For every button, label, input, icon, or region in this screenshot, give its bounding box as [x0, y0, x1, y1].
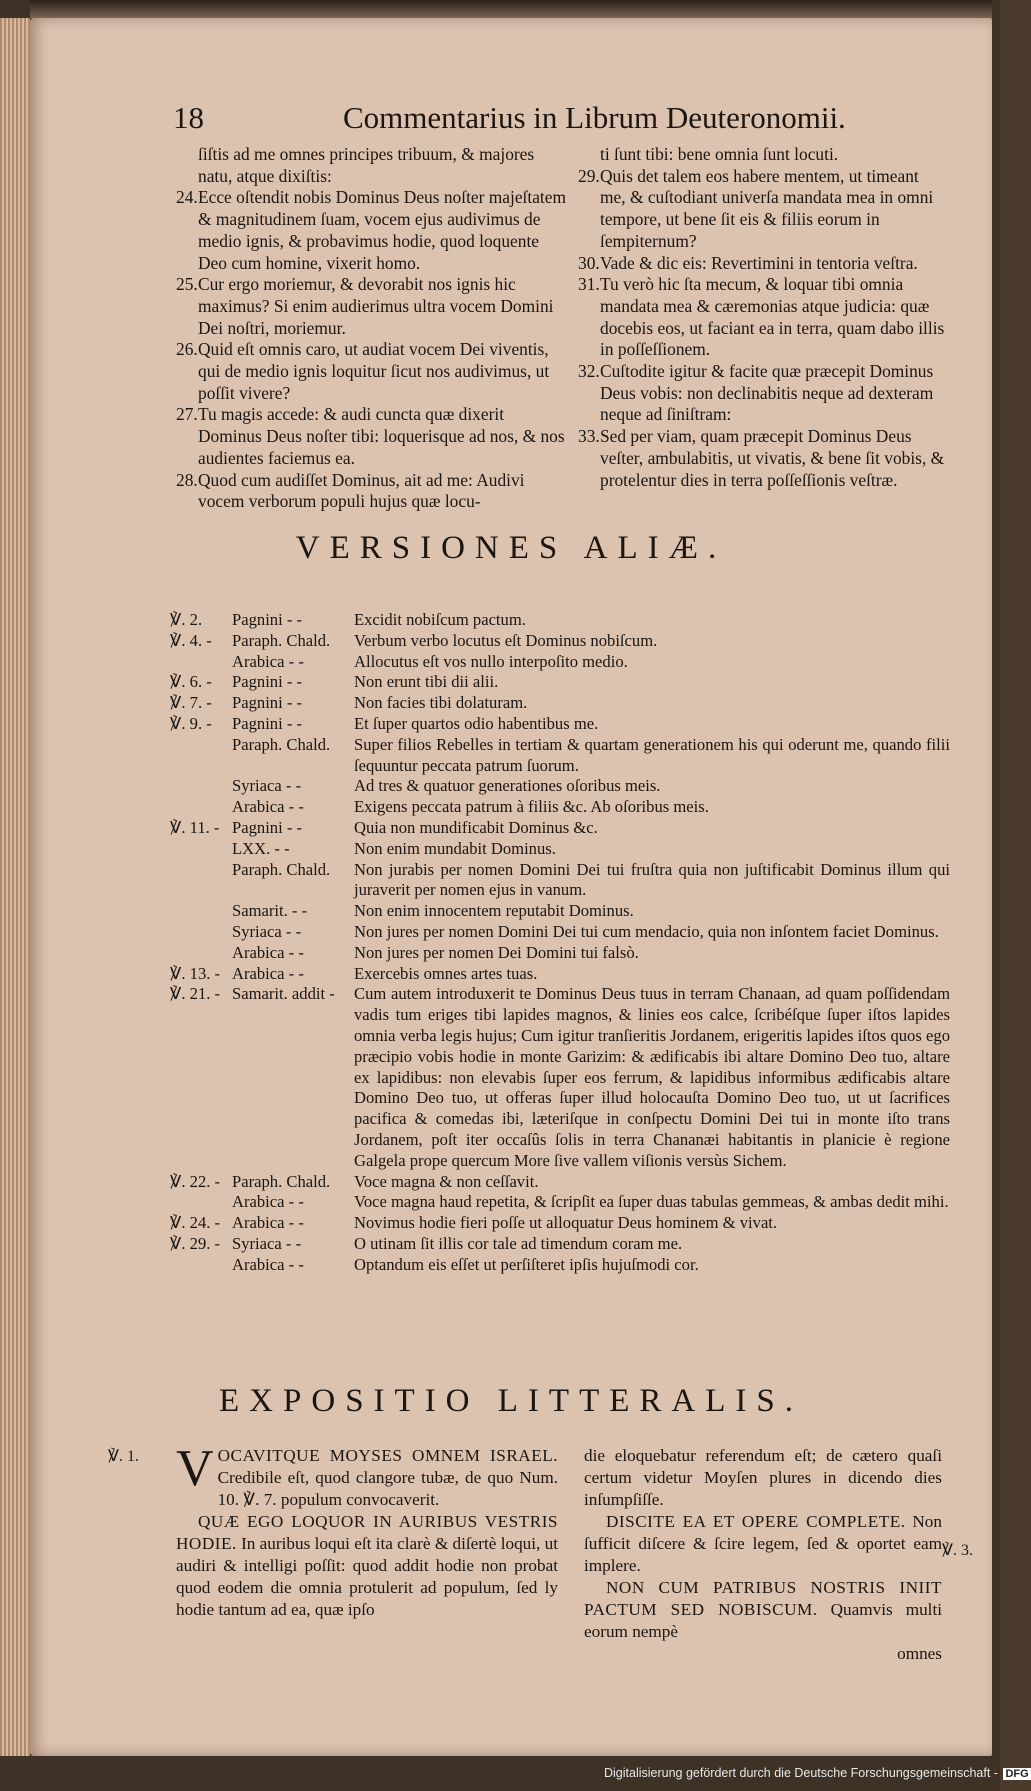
version-source: Paraph. Chald. [232, 630, 331, 650]
version-verse-ref: ℣. 22. - [170, 1171, 221, 1191]
version-source: Arabica - - [232, 797, 304, 817]
footer-credit: Digitalisierung gefördert durch die Deutsche Forschungsgemeinschaft - [604, 1766, 998, 1780]
version-source: Paraph. Chald. [232, 734, 331, 754]
verse-number: 25. [176, 274, 198, 295]
commentary-text: Non ſufficit diſcere & ſcire legem, ſed & oportet eam implere. [584, 1512, 942, 1575]
verse [176, 470, 568, 513]
version-source: Paraph. Chald. [232, 1171, 331, 1191]
verse-text: Quod cum audiſſet Dominus, ait ad me: Audivi vocem verborum populi hujus quæ locu- [198, 469, 525, 512]
version-source: Syriaca - - [232, 1233, 302, 1253]
version-text: O utinam ſit illis cor tale ad timendum coram me. [354, 1233, 683, 1253]
version-verse-ref: ℣. 21. - [170, 984, 221, 1004]
version-verse-ref: ℣. 11. - [170, 817, 220, 837]
version-verse-ref: ℣. 13. - [170, 963, 221, 983]
version-row [170, 839, 950, 860]
verse-text: Tu magis accede: & audi cuncta quæ dixerit Dominus Deus noſter tibi: loquerisque ad nos, & nos audientes faciemus ea. [198, 404, 565, 468]
version-text: Voce magna & non ceſſavit. [354, 1171, 539, 1191]
commentary-text: In auribus loqui eſt ita clarè & diſertè loqui, ut audiri & intelligi poſſit: quod addit hodie non probat quod eodem die omnia protulerit ad populum, ſed ly hodie tantum ad ea, quæ ipſo [176, 1534, 558, 1619]
verse-text: Quid eſt omnis caro, ut audiat vocem Dei viventis, qui de medio ignis loquitur ſicut nos audivimus, ut poſſit vivere? [198, 339, 550, 403]
version-text: Exigens peccata patrum à filiis &c. Ab oſoribus meis. [354, 797, 709, 817]
version-text: Allocutus eſt vos nullo interpoſito medio. [354, 651, 628, 671]
version-verse-ref [170, 839, 232, 860]
version-source: Pagnini - - [232, 817, 303, 837]
version-source: LXX. - - [232, 838, 290, 858]
version-verse-ref: ℣. 7. - [170, 693, 212, 713]
version-text: Non enim innocentem reputabit Dominus. [354, 901, 634, 921]
version-source: Pagnini - - [232, 713, 303, 733]
version-verse-ref: ℣. 2. [170, 610, 203, 629]
version-verse-ref: ℣. 4. - [170, 630, 212, 650]
version-row [170, 610, 950, 631]
verse [176, 187, 568, 274]
version-row [170, 922, 950, 943]
verse-text: Quis det talem eos habere mentem, ut timeant me, & cuſtodiant univerſa mandata mea in omni tempore, ut bene ſit eis & filiis eorum in ſempiternum? [600, 165, 934, 251]
version-source: Pagnini - - [232, 693, 303, 713]
version-row [170, 1213, 950, 1234]
version-text: Quia non mundificabit Dominus &c. [354, 817, 598, 837]
verse-number: 27. [176, 404, 198, 425]
verse-number: 26. [176, 339, 198, 360]
version-row [170, 797, 950, 818]
version-row [170, 652, 950, 673]
section-title-expositio: EXPOSITIO LITTERALIS. [219, 1383, 803, 1419]
drop-cap: V [176, 1440, 214, 1497]
verse [578, 274, 948, 361]
version-source: Arabica - - [232, 1192, 304, 1212]
version-row [170, 943, 950, 964]
version-source: Arabica - - [232, 1254, 304, 1274]
version-verse-ref: ℣. 9. - [170, 713, 212, 733]
version-source: Syriaca - - [232, 776, 302, 796]
version-verse-ref [170, 901, 232, 922]
verse-text: Cur ergo moriemur, & devorabit nos ignis hic maximus? Si enim audierimus ultra vocem Domini Dei noſtri, moriemur. [198, 274, 554, 338]
version-verse-ref [170, 1255, 232, 1276]
version-verse-ref [170, 1192, 232, 1213]
version-row [170, 776, 950, 797]
version-row [170, 1255, 950, 1276]
verse-number: 30. [578, 252, 600, 273]
expositio-column-right [584, 1445, 942, 1665]
expositio-column-left [176, 1440, 558, 1621]
verse-number: 24. [176, 187, 198, 208]
catchword: omnes [897, 1644, 942, 1663]
version-source: Arabica - - [232, 1213, 304, 1233]
verse [578, 361, 948, 426]
version-row [170, 1234, 950, 1255]
version-verse-ref [170, 922, 232, 943]
version-text: Optandum eis eſſet ut perſiſteret ipſis hujuſmodi cor. [354, 1254, 699, 1274]
book-page [30, 18, 992, 1756]
version-row [170, 984, 950, 1171]
verse-text: ti ſunt tibi: bene omnia ſunt locuti. [600, 144, 839, 164]
dfg-logo: DFG [1005, 1768, 1029, 1780]
verse-number: 31. [578, 274, 600, 295]
version-source: Arabica - - [232, 942, 304, 962]
version-verse-ref [170, 797, 232, 818]
verse [176, 339, 568, 404]
version-verse-ref [170, 735, 232, 777]
version-text: Non jurabis per nomen Domini Dei tui fruſtra quia non juſtificabit Dominus illum qui juraverit per nomen ejus in vanum. [354, 859, 950, 900]
version-row [170, 964, 950, 985]
digitization-footer [604, 1766, 1031, 1780]
version-text: Verbum verbo locutus eſt Dominus nobiſcum. [354, 630, 658, 650]
version-row [170, 901, 950, 922]
version-text: Exercebis omnes artes tuas. [354, 963, 538, 983]
version-source: Arabica - - [232, 651, 304, 671]
verse-number: 28. [176, 469, 198, 490]
verse-text: ſiſtis ad me omnes principes tribuum, & majores natu, atque dixiſtis: [198, 144, 535, 186]
verse [578, 144, 948, 166]
verse-text: Vade & dic eis: Revertimini in tentoria veſtra. [600, 252, 918, 273]
version-text: Cum autem introduxerit te Dominus Deus tuus in terram Chanaan, ad quam poſſidendam vadis tum eriges tibi lapides magnos, & linies eos calce, ſcribéſque ſuper iſtos lapides omnia verba legis hujus; Cum igitur tranſieritis Jordanem, erigeritis lapides iſtos quos ego præcipio vobis hodie in monte Garizim: & ædificabis ibi altare Domino Deo tuo, altare ex lapidibus: non elevabis ſuper eos ferrum, & lapidibus informibus ædificabis altare Domino Deo tuo, ut offeras ſuper illud holocauſta Domino Deo tuo, ut ut ſacrifices pacifica & comedas ibi, læteriſque in conſpectu Domini Dei tui in monte iſto trans Jordanem, poſt iter occaſûs ſolis in terra Chananæi habitantis in planicie è regione Galgela prope quercum More ſive vallem viſionis versùs Sichem. [354, 984, 950, 1170]
verse-text: Cuſtodite igitur & facite quæ præcepit Dominus Deus vobis: non declinabitis neque ad dexteram neque ad ſiniſtram: [600, 361, 934, 425]
version-row [170, 1192, 950, 1213]
margin-verse-ref-left: ℣. 1. [108, 1448, 139, 1465]
version-source: Paraph. Chald. [232, 859, 331, 879]
margin-verse-ref-right: ℣. 3. [942, 1542, 973, 1559]
verse-column-right [578, 144, 948, 491]
version-text: Non erunt tibi dii alii. [354, 672, 499, 692]
commentary-text: Quamvis multi eorum nempè [584, 1600, 942, 1641]
lemma: QUÆ EGO LOQUOR IN AURIBUS VESTRIS HODIE. [176, 1512, 558, 1553]
verse [578, 166, 948, 253]
versiones-list [170, 610, 950, 1276]
verse [176, 274, 568, 339]
verse-number: 33. [578, 426, 600, 447]
version-source: Samarit. addit - [232, 984, 335, 1004]
version-row [170, 631, 950, 652]
version-text: Non enim mundabit Dominus. [354, 838, 556, 858]
version-verse-ref [170, 776, 232, 797]
version-row [170, 818, 950, 839]
version-text: Novimus hodie fieri poſſe ut alloquatur Deus hominem & vivat. [354, 1213, 778, 1233]
version-row [170, 714, 950, 735]
version-source: Pagnini - - [232, 672, 303, 692]
book-page-edges [0, 18, 30, 1756]
verse-number: 32. [578, 361, 600, 382]
version-verse-ref: ℣. 6. - [170, 672, 212, 692]
verse-text: Tu verò hic ſta mecum, & loquar tibi omnia mandata mea & cæremonias atque judicia: quæ docebis eos, ut faciant ea in terra, quam dabo illis in poſſeſſionem. [600, 274, 945, 360]
verse [176, 144, 568, 187]
version-text: Non jures per nomen Dei Domini tui falsò. [354, 942, 639, 962]
verse [176, 404, 568, 469]
version-verse-ref [170, 652, 232, 673]
version-row [170, 735, 950, 777]
version-text: Et ſuper quartos odio habentibus me. [354, 713, 599, 733]
verse-text: Sed per viam, quam præcepit Dominus Deus veſter, ambulabitis, ut vivatis, & bene ſit vobis, & protelentur dies in terra poſſeſſionis veſtræ. [600, 426, 945, 490]
verse [578, 253, 948, 275]
commentary-text: die eloquebatur referendum eſt; de cætero quaſi certum videtur Moyſen plures in dicendo dies inſumpſiſſe. [584, 1446, 942, 1509]
version-source: Arabica - - [232, 963, 304, 983]
verse-column-left [176, 144, 568, 513]
version-verse-ref: ℣. 24. - [170, 1213, 221, 1233]
version-text: Excidit nobiſcum pactum. [354, 610, 526, 629]
page-number: 18 [173, 100, 204, 135]
version-verse-ref [170, 943, 232, 964]
verse [578, 426, 948, 491]
version-row [170, 693, 950, 714]
book-top-edge [30, 0, 992, 18]
lemma: DISCITE EA ET OPERE COMPLETE. [606, 1512, 906, 1531]
version-text: Non jures per nomen Domini Dei tui cum mendacio, quia non inſontem faciet Dominus. [354, 921, 939, 941]
version-verse-ref: ℣. 29. - [170, 1233, 221, 1253]
version-text: Ad tres & quatuor generationes oſoribus meis. [354, 776, 661, 796]
section-title-versiones: VERSIONES ALIÆ. [295, 530, 727, 566]
verse-number: 29. [578, 165, 600, 186]
version-source: Syriaca - - [232, 921, 302, 941]
version-source: Pagnini - - [232, 610, 303, 629]
version-text: Non facies tibi dolaturam. [354, 693, 528, 713]
version-text: Super filios Rebelles in tertiam & quartam generationem his qui oderunt me, quando filii ſequuntur peccata patrum ſuorum. [354, 734, 950, 775]
lemma: OCAVITQUE MOYSES OMNEM ISRAEL. [217, 1446, 558, 1465]
version-row [170, 1172, 950, 1193]
lemma: NON CUM PATRIBUS NOSTRIS INIIT PACTUM SED NOBISCUM. [584, 1578, 942, 1619]
version-row [170, 672, 950, 693]
version-source: Samarit. - - [232, 901, 308, 921]
version-verse-ref [170, 860, 232, 902]
running-title: Commentarius in Librum Deuteronomii. [343, 100, 846, 135]
commentary-text: Credibile eſt, quod clangore tubæ, de quo Num. 10. ℣. 7. populum convocaverit. [217, 1468, 558, 1509]
version-text: Voce magna haud repetita, & ſcripſit ea ſuper duas tabulas gemmeas, & ambas dedit mihi. [354, 1192, 949, 1212]
version-row [170, 860, 950, 902]
verse-text: Ecce oſtendit nobis Dominus Deus noſter majeſtatem & magnitudinem ſuam, vocem ejus audivimus de medio ignis, & probavimus hodie, quod loquente Deo cum homine, vixerit homo. [198, 187, 567, 273]
